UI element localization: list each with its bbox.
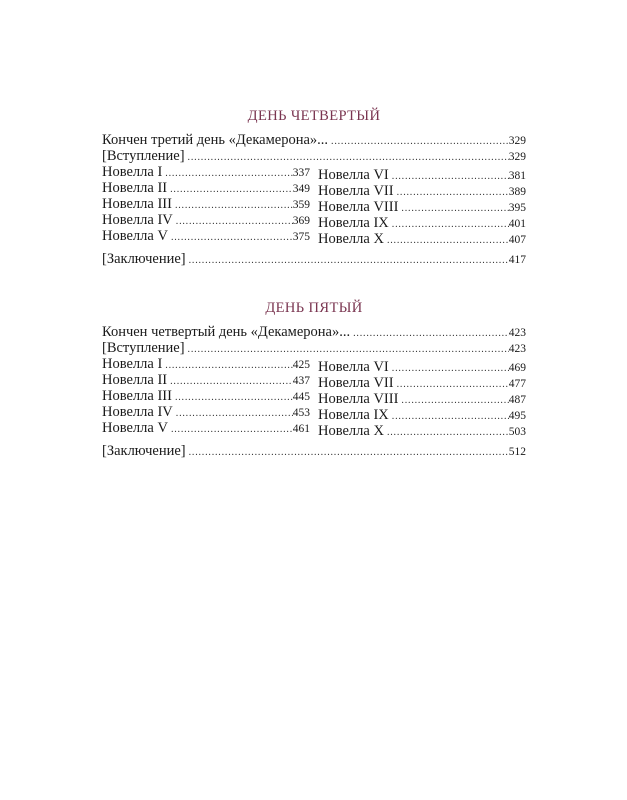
toc-entry-title: Новелла VI — [318, 359, 389, 375]
toc-entry-page: 423 — [508, 327, 526, 339]
toc-entry-novella[interactable] — [102, 164, 310, 180]
toc-entry-novella[interactable] — [102, 180, 310, 196]
toc-entry-page: 495 — [508, 410, 526, 422]
novella-column-left — [102, 164, 310, 247]
dot-leader — [172, 198, 293, 212]
toc-entry-title: Новелла II — [102, 372, 168, 388]
toc-entry-novella[interactable] — [318, 183, 526, 199]
toc-entry-novella[interactable] — [318, 215, 526, 231]
toc-entry-novella[interactable] — [102, 372, 310, 388]
toc-entry-closing[interactable] — [102, 443, 526, 459]
section-heading: ДЕНЬ ЧЕТВЕРТЫЙ — [247, 108, 381, 124]
novella-columns — [102, 356, 526, 439]
toc-entry-page: 375 — [292, 231, 310, 243]
toc-entry-novella[interactable] — [102, 212, 310, 228]
dot-leader — [162, 358, 292, 372]
toc-entry-novella[interactable] — [318, 375, 526, 391]
toc-entry-title: Кончен третий день «Декамерона»... — [102, 132, 329, 148]
toc-entry-title: Новелла I — [102, 356, 163, 372]
toc-entry-title: Новелла VI — [318, 167, 389, 183]
dot-leader — [173, 214, 293, 228]
dot-leader — [398, 393, 508, 407]
toc-entry-novella[interactable] — [318, 167, 526, 183]
dot-leader — [167, 374, 293, 388]
toc-entry-title: Новелла III — [102, 196, 172, 212]
toc-entry-title: Новелла X — [318, 423, 384, 439]
toc-entry-novella[interactable] — [102, 228, 310, 244]
toc-entry-opening[interactable] — [102, 324, 526, 340]
dot-leader — [168, 422, 293, 436]
toc-entry-novella[interactable] — [318, 391, 526, 407]
dot-leader — [185, 150, 509, 164]
toc-entry-novella[interactable] — [318, 359, 526, 375]
toc-entry-title: Кончен четвертый день «Декамерона»... — [102, 324, 351, 340]
toc-entry-page: 395 — [508, 202, 526, 214]
toc-entry-title: Новелла III — [102, 388, 172, 404]
toc-entry-page: 512 — [508, 446, 526, 458]
toc-entry-page: 469 — [508, 362, 526, 374]
section-heading: ДЕНЬ ПЯТЫЙ — [265, 300, 363, 316]
toc-entry-page: 503 — [508, 426, 526, 438]
toc-entry-page: 453 — [292, 407, 310, 419]
toc-entry-page: 349 — [292, 183, 310, 195]
toc-entry-novella[interactable] — [318, 423, 526, 439]
toc-entry-novella[interactable] — [102, 356, 310, 372]
toc-entry-page: 401 — [508, 218, 526, 230]
toc-entry-title: Новелла VII — [318, 183, 394, 199]
toc-entry-novella[interactable] — [102, 388, 310, 404]
toc-entry-page: 329 — [508, 135, 526, 147]
dot-leader — [185, 342, 509, 356]
dot-leader — [394, 185, 509, 199]
toc-entry-intro[interactable] — [102, 340, 526, 356]
toc-entry-title: Новелла V — [102, 228, 168, 244]
dot-leader — [389, 361, 509, 375]
novella-columns — [102, 164, 526, 247]
dot-leader — [350, 326, 509, 340]
dot-leader — [168, 230, 293, 244]
toc-entry-title: Новелла VII — [318, 375, 394, 391]
dot-leader — [398, 201, 508, 215]
toc-entry-title: [Вступление] — [102, 340, 185, 356]
toc-entry-closing[interactable] — [102, 251, 526, 267]
dot-leader — [167, 182, 293, 196]
toc-entry-opening[interactable] — [102, 132, 526, 148]
toc-entry-intro[interactable] — [102, 148, 526, 164]
toc-entry-title: Новелла IV — [102, 212, 173, 228]
toc-entry-page: 425 — [292, 359, 310, 371]
dot-leader — [389, 409, 509, 423]
toc-entry-page: 407 — [508, 234, 526, 246]
toc-entry-page: 445 — [292, 391, 310, 403]
toc-entry-title: [Вступление] — [102, 148, 185, 164]
dot-leader — [186, 445, 509, 459]
toc-entry-novella[interactable] — [102, 196, 310, 212]
toc-entry-page: 389 — [508, 186, 526, 198]
dot-leader — [389, 169, 509, 183]
toc-entry-title: [Заключение] — [102, 251, 186, 267]
dot-leader — [162, 166, 292, 180]
dot-leader — [394, 377, 509, 391]
novella-column-right — [318, 164, 526, 247]
dot-leader — [172, 390, 293, 404]
toc-entry-page: 461 — [292, 423, 310, 435]
toc-entry-title: Новелла II — [102, 180, 168, 196]
toc-entry-novella[interactable] — [102, 420, 310, 436]
toc-entry-novella[interactable] — [318, 231, 526, 247]
dot-leader — [389, 217, 509, 231]
toc-section-day-four — [102, 106, 526, 267]
toc-entry-page: 437 — [292, 375, 310, 387]
toc-entry-page: 487 — [508, 394, 526, 406]
toc-entry-title: Новелла VIII — [318, 199, 399, 215]
toc-entry-page: 359 — [292, 199, 310, 211]
toc-entry-page: 337 — [292, 167, 310, 179]
toc-entry-title: Новелла IX — [318, 407, 389, 423]
toc-entry-novella[interactable] — [102, 404, 310, 420]
dot-leader — [186, 253, 509, 267]
toc-entry-title: Новелла I — [102, 164, 163, 180]
toc-entry-novella[interactable] — [318, 199, 526, 215]
novella-column-left — [102, 356, 310, 439]
novella-column-right — [318, 356, 526, 439]
toc-section-day-five — [102, 298, 526, 459]
toc-entry-page: 477 — [508, 378, 526, 390]
toc-entry-page: 369 — [292, 215, 310, 227]
toc-entry-page: 423 — [508, 343, 526, 355]
toc-entry-title: Новелла IV — [102, 404, 173, 420]
toc-entry-title: Новелла VIII — [318, 391, 399, 407]
toc-entry-title: [Заключение] — [102, 443, 186, 459]
toc-entry-page: 417 — [508, 254, 526, 266]
toc-entry-novella[interactable] — [318, 407, 526, 423]
toc-entry-title: Новелла X — [318, 231, 384, 247]
toc-entry-title: Новелла IX — [318, 215, 389, 231]
dot-leader — [384, 233, 509, 247]
toc-entry-title: Новелла V — [102, 420, 168, 436]
dot-leader — [173, 406, 293, 420]
toc-entry-page: 381 — [508, 170, 526, 182]
dot-leader — [328, 134, 509, 148]
toc-entry-page: 329 — [508, 151, 526, 163]
dot-leader — [384, 425, 509, 439]
